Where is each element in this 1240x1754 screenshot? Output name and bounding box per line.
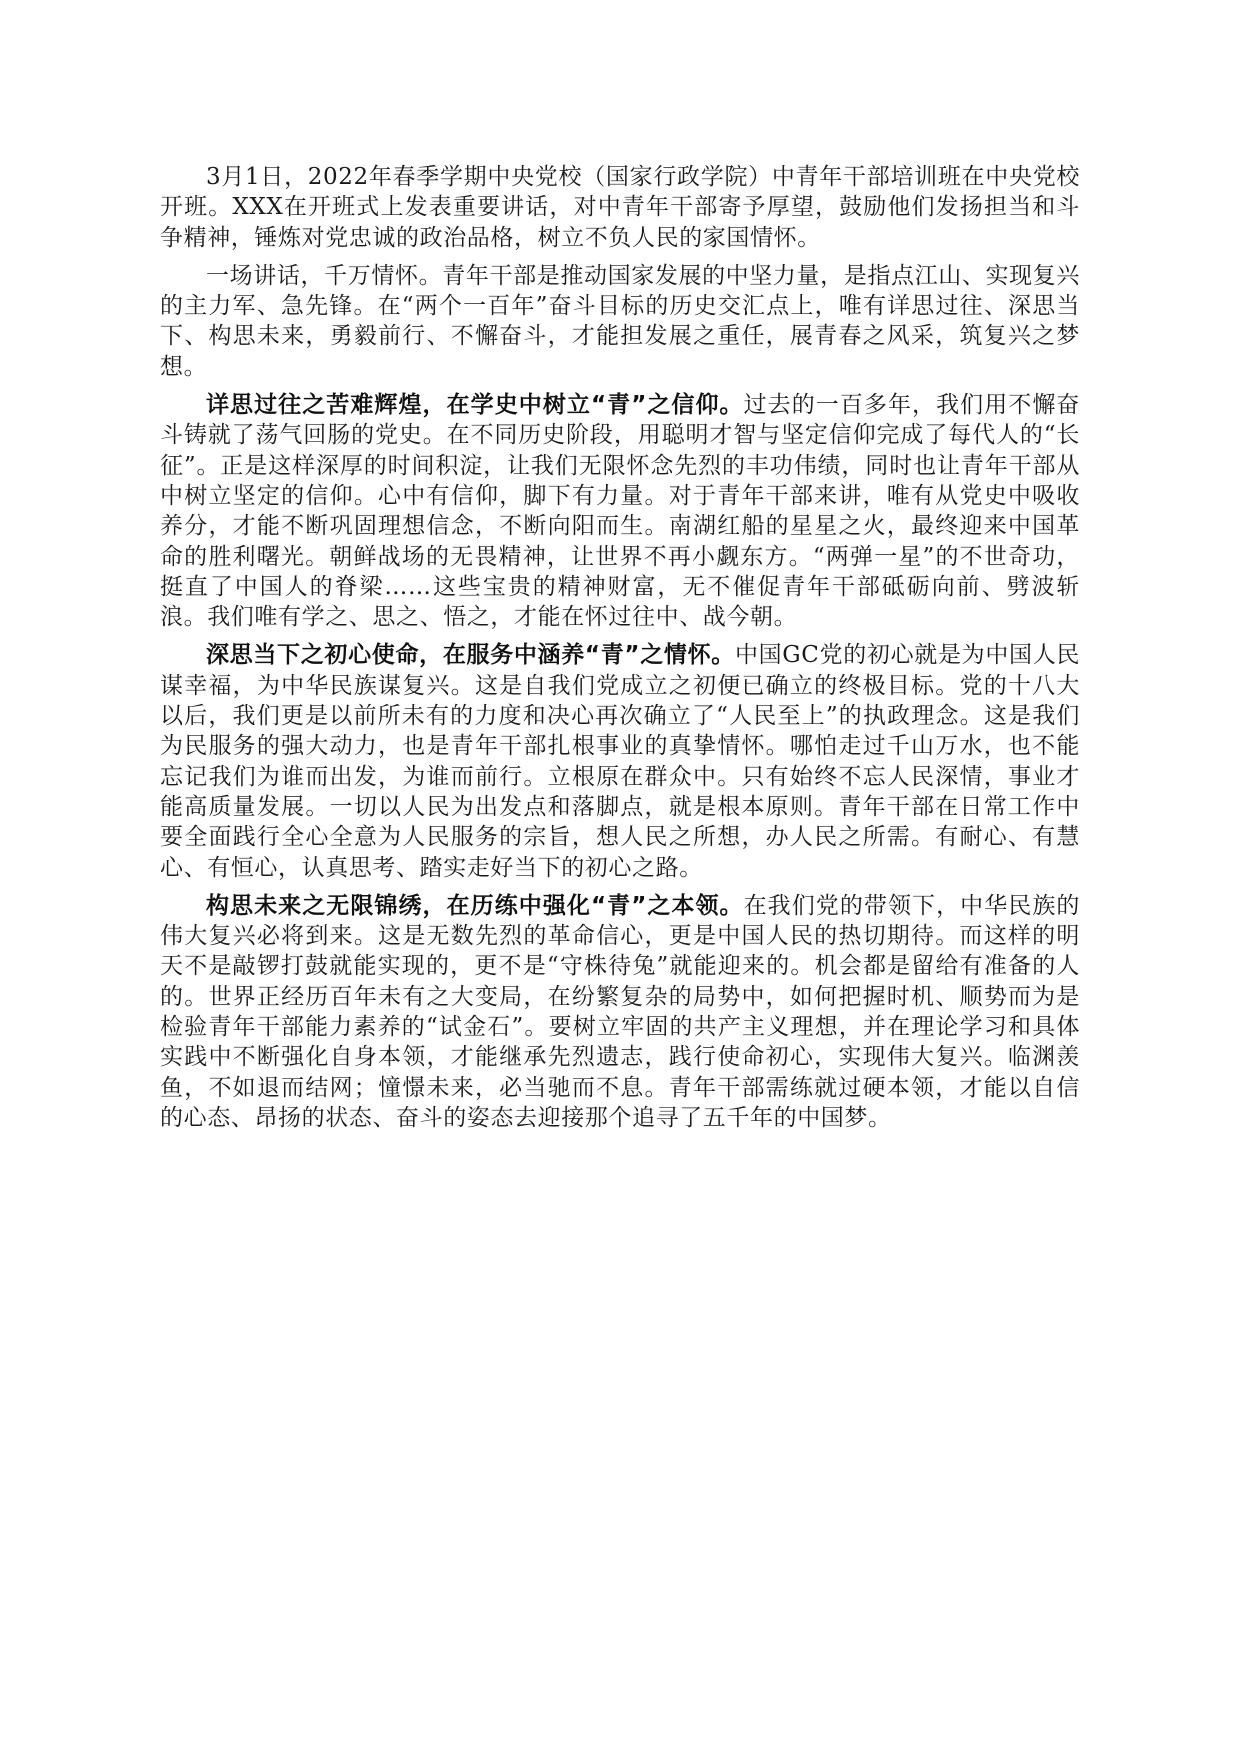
paragraph-text: 过去的一百多年，我们用不懈奋斗铸就了荡气回肠的党史。在不同历史阶段，用聪明才智与坚定信仰完成了每代人的“长征”。正是这样深厚的时间积淀，让我们无限怀念先烈的丰功伟绩，同时也让青年干部从中树立坚定的信仰。心中有信仰，脚下有力量。对于青年干部来讲，唯有从党史中吸收养分，才能不断巩固理想信念，不断向阳而生。南湖红船的星星之火，最终迎来中国革命的胜利曙光。朝鲜战场的无畏精神，让世界不再小觑东方。“两弹一星”的不世奇功，挺直了中国人的脊梁……这些宝贵的精神财富，无不催促青年干部砥砺向前、劈波斩浪。我们唯有学之、思之、悟之，才能在怀过往中、战今朝。 xyxy=(160,392,1080,631)
paragraph-2 xyxy=(160,261,1080,382)
paragraph-text: 中国GC党的初心就是为中国人民谋幸福，为中华民族谋复兴。这是自我们党成立之初便已确立的终极目标。党的十八大以后，我们更是以前所未有的力度和决心再次确立了“人民至上”的执政理念。这是我们为民服务的强大动力，也是青年干部扎根事业的真挚情怀。哪怕走过千山万水，也不能忘记我们为谁而出发，为谁而前行。立根原在群众中。只有始终不忘人民深情，事业才能高质量发展。一切以人民为出发点和落脚点，就是根本原则。青年干部在日常工作中要全面践行全心全意为人民服务的宗旨，想人民之所想，办人民之所需。有耐心、有慧心、有恒心，认真思考、踏实走好当下的初心之路。 xyxy=(160,642,1080,881)
paragraph-4 xyxy=(160,640,1080,882)
paragraph-lead-heading: 深思当下之初心使命，在服务中涵养“青”之情怀。 xyxy=(206,642,735,669)
paragraph-1 xyxy=(160,162,1080,253)
paragraph-lead-heading: 构思未来之无限锦绣，在历练中强化“青”之本领。 xyxy=(206,892,744,919)
paragraph-text: 在我们党的带领下，中华民族的伟大复兴必将到来。这是无数先烈的革命信心，更是中国人民的热切期待。而这样的明天不是敲锣打鼓就能实现的，更不是“守株待兔”就能迎来的。机会都是留给有准备的人的。世界正经历百年未有之大变局，在纷繁复杂的局势中，如何把握时机、顺势而为是检验青年干部能力素养的“试金石”。要树立牢固的共产主义理想，并在理论学习和具体实践中不断强化自身本领，才能继承先烈遗志，践行使命初心，实现伟大复兴。临渊羡鱼，不如退而结网；憧憬未来，必当驰而不息。青年干部需练就过硬本领，才能以自信的心态、昂扬的状态、奋斗的姿态去迎接那个追寻了五千年的中国梦。 xyxy=(160,892,1080,1131)
paragraph-text: 一场讲话，千万情怀。青年干部是推动国家发展的中坚力量，是指点江山、实现复兴的主力军、急先锋。在“两个一百年”奋斗目标的历史交汇点上，唯有详思过往、深思当下、构思未来，勇毅前行、不懈奋斗，才能担发展之重任，展青春之风采，筑复兴之梦想。 xyxy=(160,262,1080,380)
document-body xyxy=(160,162,1080,1141)
paragraph-text: 3月1日，2022年春季学期中央党校（国家行政学院）中青年干部培训班在中央党校开班。XXX在开班式上发表重要讲话，对中青年干部寄予厚望，鼓励他们发扬担当和斗争精神，锤炼对党忠诚的政治品格，树立不负人民的家国情怀。 xyxy=(160,164,1080,251)
paragraph-3 xyxy=(160,390,1080,632)
paragraph-lead-heading: 详思过往之苦难辉煌，在学史中树立“青”之信仰。 xyxy=(206,392,744,419)
paragraph-5 xyxy=(160,891,1080,1133)
